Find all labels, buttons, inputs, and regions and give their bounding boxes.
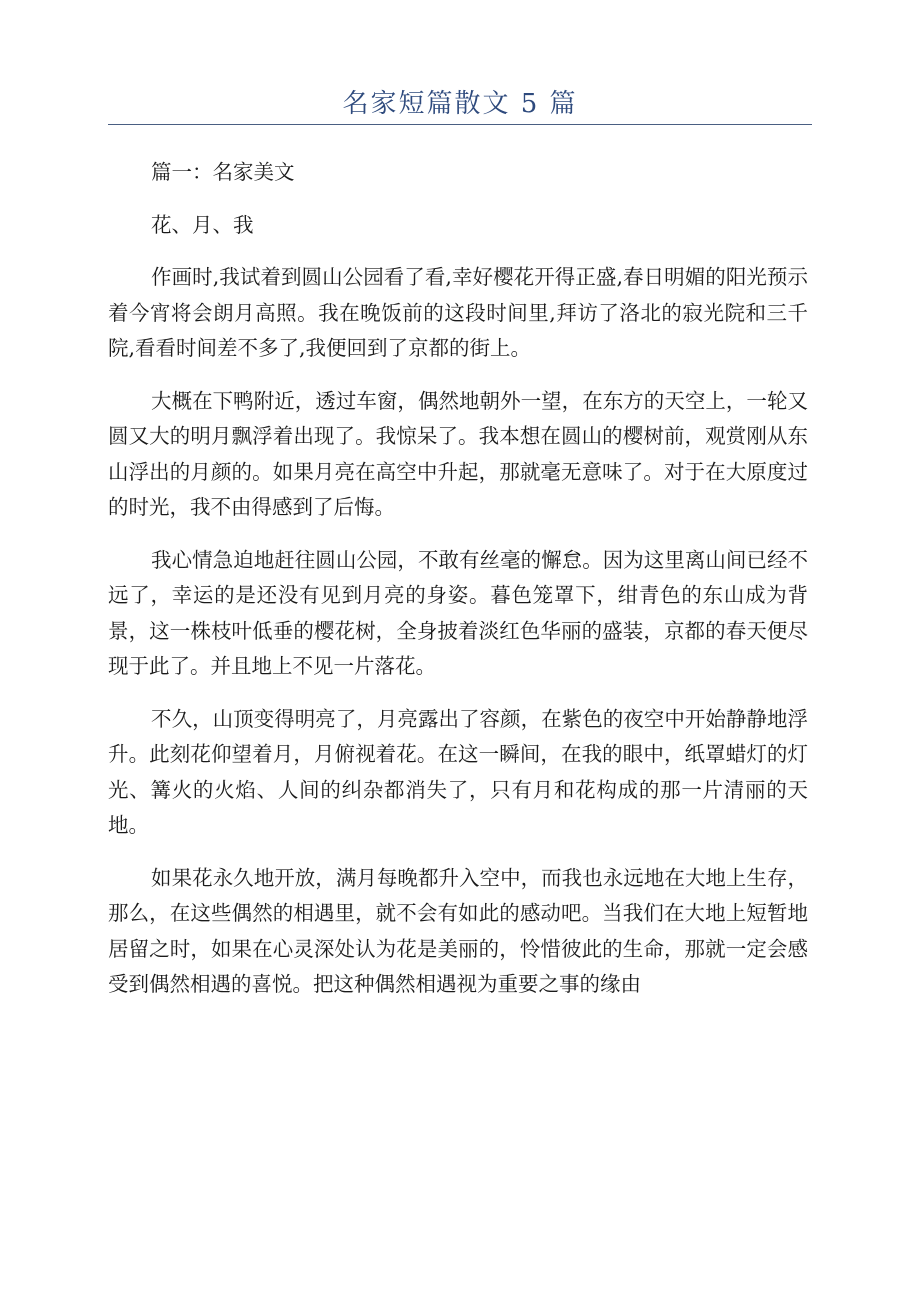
paragraph: 如果花永久地开放，满月每晚都升入空中，而我也永远地在大地上生存，那么，在这些偶然的相遇里，就不会有如此的感动吧。当我们在大地上短暂地居留之时，如果在心灵深处认为花是美丽的，怜惜彼此的生命，那就一定会感受到偶然相遇的喜悦。把这种偶然相遇视为重要之事的缘由 xyxy=(108,865,808,996)
essay-title: 花、月、我 xyxy=(151,212,254,237)
section-heading: 篇一：名家美文 xyxy=(151,160,295,184)
document-title: 名家短篇散文 5 篇 xyxy=(342,89,578,119)
paragraph: 不久，山顶变得明亮了，月亮露出了容颜，在紫色的夜空中开始静静地浮升。此刻花仰望着月，月俯视着花。在这一瞬间，在我的眼中，纸罩蜡灯的灯光、篝火的火焰、人间的纠杂都消失了，只有月和花构成的那一片清丽的天地。 xyxy=(108,706,808,837)
paragraph: 我心情急迫地赶往圆山公园，不敢有丝毫的懈怠。因为这里离山间已经不远了，幸运的是还没有见到月亮的身姿。暮色笼罩下，绀青色的东山成为背景，这一株枝叶低垂的樱花树，全身披着淡红色华丽的盛装，京都的春天便尽现于此了。并且地上不见一片落花。 xyxy=(108,547,808,678)
paragraph: 作画时,我试着到圆山公园看了看,幸好樱花开得正盛,春日明媚的阳光预示着今宵将会朗月高照。我在晚饭前的这段时间里,拜访了洛北的寂光院和三千院,看看时间差不多了,我便回到了京都的街上。 xyxy=(108,265,808,360)
document-body xyxy=(108,155,808,1020)
paragraph: 大概在下鸭附近，透过车窗，偶然地朝外一望，在东方的天空上，一轮又圆又大的明月飘浮着出现了。我惊呆了。我本想在圆山的樱树前，观赏刚从东山浮出的月颜的。如果月亮在高空中升起，那就毫无意味了。对于在大原度过的时光，我不由得感到了后悔。 xyxy=(108,388,808,519)
title-underline xyxy=(108,124,812,125)
